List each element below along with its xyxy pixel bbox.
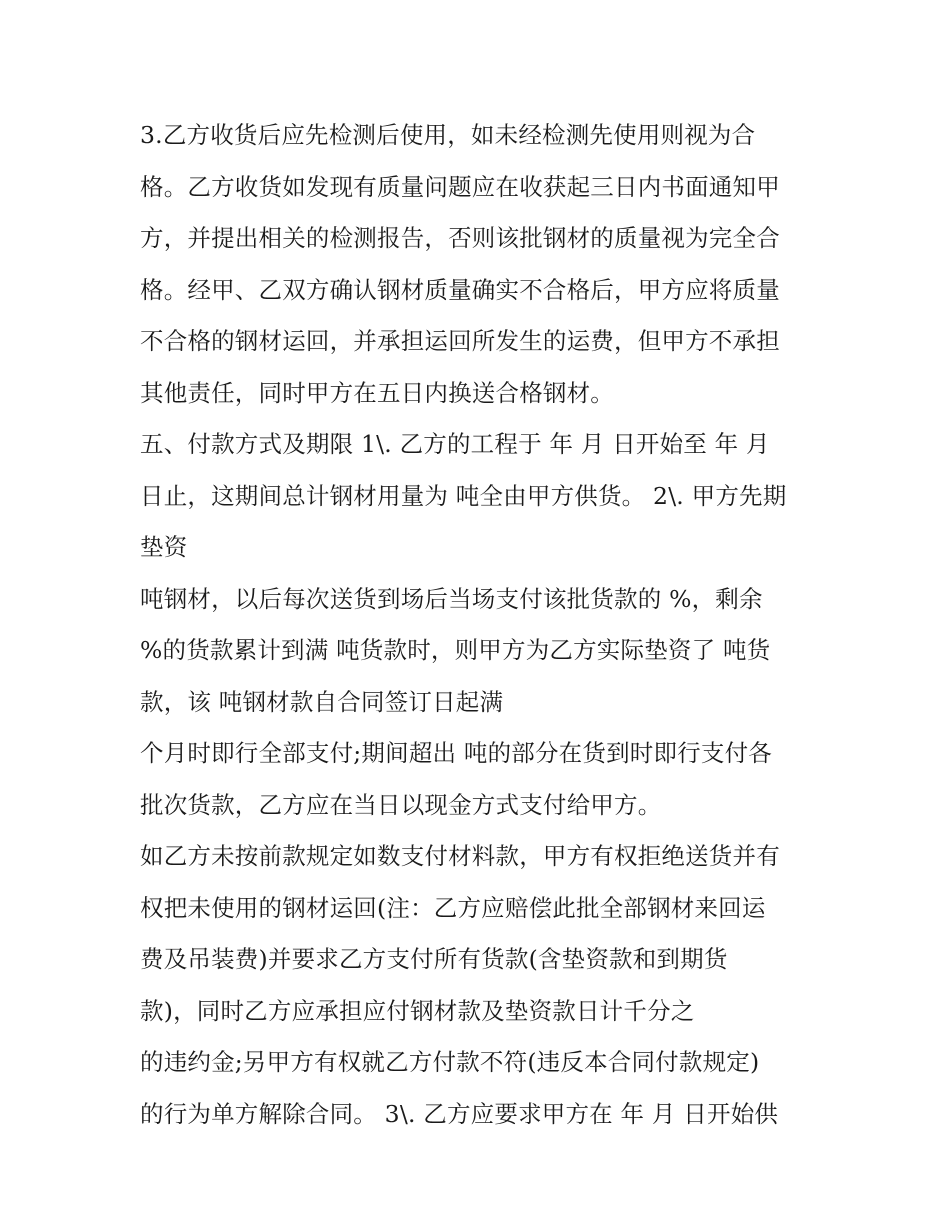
text-line: 格。经甲、乙双方确认钢材质量确实不合格后，甲方应将质量 (140, 275, 780, 304)
text-line: 的违约金;另甲方有权就乙方付款不符(违反本合同付款规定) (140, 1048, 760, 1076)
text-line: 费及吊装费)并要求乙方支付所有货款(含垫资款和到期货 (140, 945, 728, 973)
text-line: 款，该 吨钢材款自合同签订日起满 (140, 687, 504, 716)
text-line: 3.乙方收货后应先检测后使用，如未经检测先使用则视为合 (140, 121, 756, 149)
text-line: 吨钢材，以后每次送货到场后当场支付该批货款的 %，剩余 (140, 584, 763, 613)
text-line: 如乙方未按前款规定如数支付材料款，甲方有权拒绝送货并有 (140, 842, 780, 870)
text-line: 格。乙方收货如发现有质量问题应在收获起三日内书面通知甲 (140, 172, 780, 201)
text-line: 的行为单方解除合同。 3\. 乙方应要求甲方在 年 月 日开始供 (140, 1099, 779, 1128)
text-line: 不合格的钢材运回，并承担运回所发生的运费，但甲方不承担 (140, 327, 780, 355)
text-line: 其他责任，同时甲方在五日内换送合格钢材。 (140, 378, 614, 407)
text-line: 垫资 (140, 533, 188, 561)
document-body (140, 110, 820, 1140)
text-line: 个月时即行全部支付;期间超出 吨的部分在货到时即行支付各 (140, 739, 772, 767)
section-heading-line: 五、付款方式及期限 1\. 乙方的工程于 年 月 日开始至 年 月 (140, 430, 770, 458)
text-line: 批次货款，乙方应在当日以现金方式支付给甲方。 (140, 790, 662, 819)
text-line: 日止，这期间总计钢材用量为 吨全由甲方供货。 2\. 甲方先期 (140, 481, 787, 510)
text-line: %的货款累计到满 吨货款时，则甲方为乙方实际垫资了 吨货 (140, 636, 771, 664)
text-line: 款)，同时乙方应承担应付钢材款及垫资款日计千分之 (140, 996, 695, 1025)
text-line: 方，并提出相关的检测报告，否则该批钢材的质量视为完全合 (140, 224, 780, 252)
text-line: 权把未使用的钢材运回(注：乙方应赔偿此批全部钢材来回运 (140, 893, 766, 922)
